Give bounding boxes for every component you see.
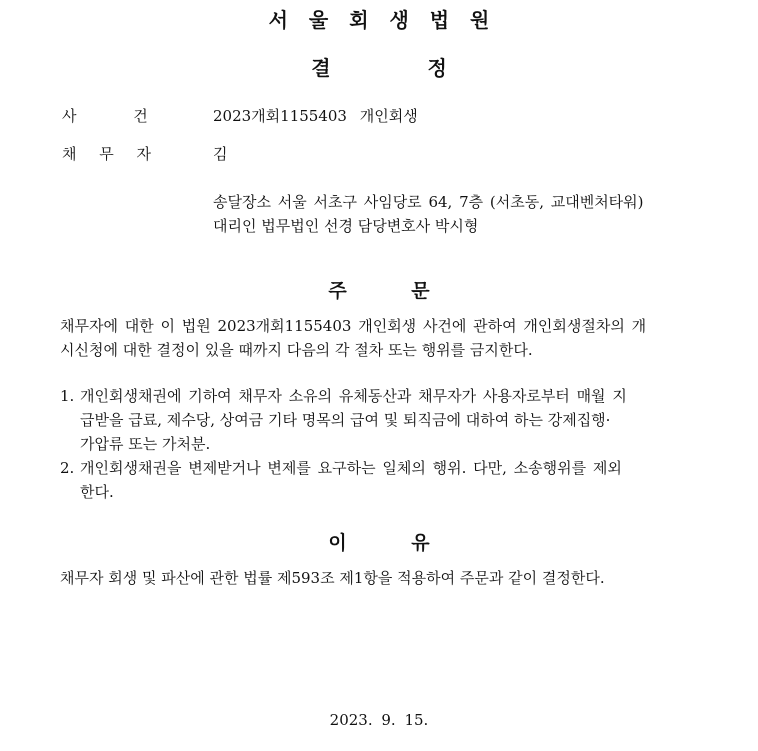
order-item-1-line3: 가압류 또는 가처분. [80, 435, 211, 453]
order-item-1-number: 1. [60, 387, 75, 405]
case-number: 2023개회1155403 개인회생 [213, 107, 418, 125]
order-item-1-line1: 개인회생채권에 기하여 채무자 소유의 유체동산과 채무자가 사용자로부터 매월 지 [80, 387, 627, 405]
order-item-2-number: 2. [60, 459, 75, 477]
legal-agent: 대리인 법무법인 선경 담당변호사 박시형 [213, 217, 479, 235]
reason-heading: 이 유 [328, 532, 430, 554]
debtor-label: 채 무 자 [62, 145, 152, 163]
order-item-1-line2: 급받을 급료, 제수당, 상여금 기타 명목의 급여 및 퇴직금에 대하여 하는 강제집행· [80, 411, 611, 429]
order-intro-line1: 채무자에 대한 이 법원 2023개회1155403 개인회생 사건에 관하여 개인회생절차의 개 [60, 317, 647, 335]
order-item-2-line2: 한다. [80, 483, 114, 501]
court-name: 서 울 회 생 법 원 [268, 8, 490, 32]
case-label: 사 건 [62, 107, 148, 125]
order-heading: 주 문 [328, 280, 430, 302]
order-intro-line2: 시신청에 대한 결정이 있을 때까지 다음의 각 절차 또는 행위를 금지한다. [60, 341, 533, 359]
decision-date: 2023. 9. 15. [329, 711, 429, 729]
reason-text: 채무자 회생 및 파산에 관한 법률 제593조 제1항을 적용하여 주문과 같이 결정한다. [60, 569, 605, 587]
delivery-address: 송달장소 서울 서초구 사임당로 64, 7층 (서초동, 교대벤처타워) [213, 193, 644, 211]
document-type: 결 정 [311, 56, 447, 80]
debtor-name: 김 [213, 145, 228, 163]
order-item-2-line1: 개인회생채권을 변제받거나 변제를 요구하는 일체의 행위. 다만, 소송행위를 제외 [80, 459, 622, 477]
